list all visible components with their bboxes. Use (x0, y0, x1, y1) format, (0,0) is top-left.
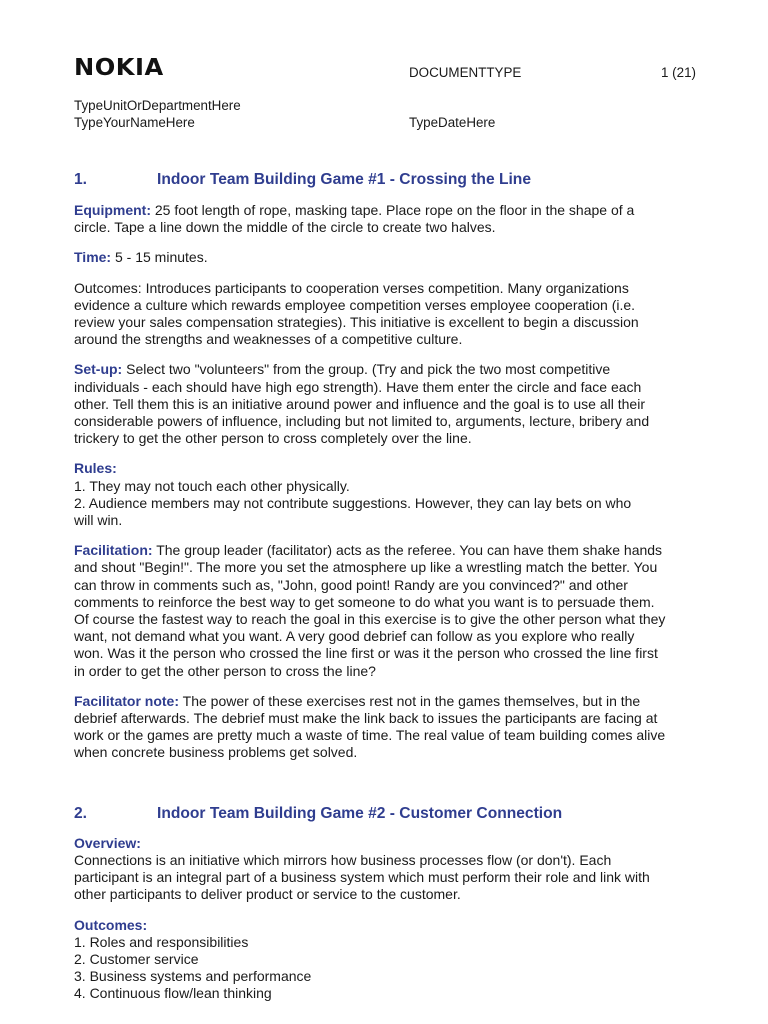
facilitator-note-paragraph: Facilitator note: The power of these exercises rest not in the games themselves, but in the debrief afterwards. The debrief must make the link back to issues the participants are facing at work or the games are pretty much a waste of time. The real value of team building comes alive when concrete business problems get solved. (74, 692, 666, 761)
setup-paragraph: Set-up: Select two "volunteers" from the group. (Try and pick the two most competitive individuals - each should have high ego strength). Have them enter the circle and face each other. Tell them this is an initiative around power and influence and the goal is to use all their considerable powers of influence, including but not limited to, arguments, lecture, bribery and trickery to get the other person to cross completely over the line. (74, 361, 650, 447)
overview-label: Overview: (74, 834, 141, 851)
section-2-number: 2. (74, 804, 88, 822)
section-2-title: Indoor Team Building Game #2 - Customer Connection (157, 804, 563, 822)
section-2-heading (74, 804, 734, 824)
facilitation-label: Facilitation: (74, 542, 153, 559)
equipment-label: Equipment: (74, 202, 151, 218)
facilitator-note-label: Facilitator note: (74, 692, 180, 709)
name-field: TypeYourNameHere (74, 115, 195, 130)
document-type: DOCUMENTTYPE (409, 65, 522, 80)
setup-label: Set-up: (74, 361, 123, 378)
section-1-title: Indoor Team Building Game #1 - Crossing the Line (157, 171, 532, 188)
facilitation-paragraph: Facilitation: The group leader (facilitator) acts as the referee. You can have them shake hands and shout "Begin!". The more you set the atmosphere up like a wrestling match the better. You can throw in comments such as, "John, good point! Randy are you convinced?" and other comments to reinforce the best way to get someone to do what you want is to persuade them. Of course the fastest way to reach the goal in this exercise is to give the other person what they want, not demand what you want. A very good debrief can follow as you explore who really won. Was it the person who crossed the line first or was it the person who crossed the line first in order to get the other person to cross the line? (74, 542, 666, 679)
page-number: 1 (21) (661, 65, 696, 80)
rules-label: Rules: (74, 460, 117, 477)
time-label: Time: (74, 249, 112, 266)
nokia-logo: NOKIA (74, 55, 164, 81)
rules-paragraph: Rules: 1. They may not touch each other physically. 2. Audience members may not contribute suggestions. However, they can lay bets on who will win. (74, 460, 734, 529)
overview-paragraph: Overview: Connections is an initiative which mirrors how business processes flow (or don't). Each participant is an integral part of a business system which must perform their role and link with other participants to deliver product or service to the customer. (74, 835, 734, 904)
section-2-outcomes-paragraph: Outcomes: 1. Roles and responsibilities 2. Customer service 3. Business systems and performance 4. Continuous flow/lean thinking (74, 917, 734, 1003)
section-2-outcomes-label: Outcomes: (74, 916, 148, 933)
date-field: TypeDateHere (409, 115, 496, 130)
section-1-heading (74, 170, 734, 190)
document-body (74, 170, 734, 1003)
section-1-number: 1. (74, 171, 88, 188)
time-paragraph: Time: 5 - 15 minutes. (74, 249, 208, 266)
unit-field: TypeUnitOrDepartmentHere (74, 98, 241, 113)
equipment-paragraph: Equipment: 25 foot length of rope, masking tape. Place rope on the floor in the shape of a circle. Tape a line down the middle of the circle to create two halves. (74, 202, 635, 236)
outcomes-paragraph: Outcomes: Introduces participants to cooperation verses competition. Many organizations evidence a culture which rewards employee competition verses employee cooperation (i.e. review your sales compensation strategies). This initiative is excellent to begin a discussion around the strengths and weaknesses of a competitive culture. (74, 279, 639, 348)
